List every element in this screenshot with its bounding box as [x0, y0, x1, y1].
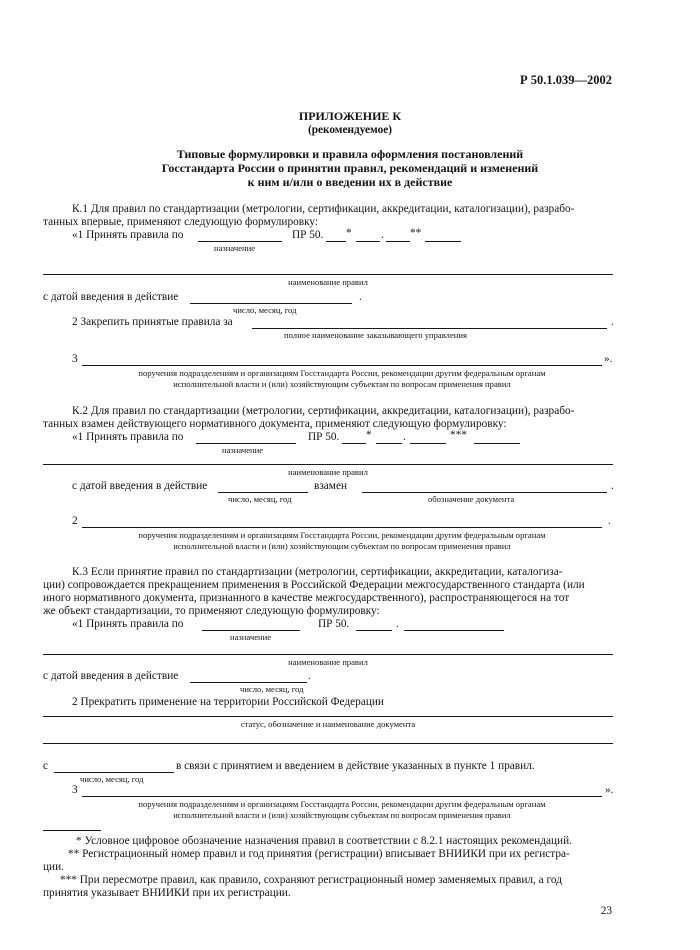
appendix-title: ПРИЛОЖЕНИЕ К	[298, 109, 402, 123]
k2-pr-label: ПР 50.	[308, 431, 340, 443]
k1-intro-line-2: танных впервые, применяют следующую формулировку:	[43, 216, 319, 228]
k1-item2-text: 2 Закрепить принятые правила за	[72, 316, 233, 328]
k1-footnote-mark-1: *	[346, 227, 352, 239]
k1-caption-date: число, месяц, год	[233, 305, 297, 315]
k3-purpose-blank	[202, 630, 300, 631]
k1-pr-label: ПР 50.	[292, 229, 324, 241]
footnote-2: ** Регистрационный номер правил и год принятия (регистрации) вписывает ВНИИКИ при их регистра-	[68, 848, 570, 860]
k2-number-blank	[376, 443, 402, 444]
k1-year-blank	[386, 241, 410, 242]
k3-from-tail: в связи с принятием и введением в действие указанных в пункте 1 правил.	[176, 760, 535, 772]
k3-caption-instructions-2: исполнительной власти и (или) хозяйствующим субъектам по вопросам применения правил	[173, 810, 511, 820]
k1-instructions-blank	[82, 365, 602, 366]
k2-item1-text: «1 Принять правила по	[72, 431, 184, 443]
k2-date-blank	[218, 492, 308, 493]
k1-end-quote: ».	[604, 353, 613, 365]
k2-intro-line-2: танных взамен действующего нормативного документа, применяют следующую формулировку:	[43, 418, 507, 430]
k2-footnote-mark-1: *	[366, 429, 372, 441]
k3-caption-instructions-1: поручения подразделениям и организациям Госстандарта России, рекомендации другим федеральным органам	[138, 799, 546, 809]
k3-status-line	[43, 716, 613, 717]
k2-purpose-blank	[196, 443, 296, 444]
k3-caption-purpose: назначение	[230, 632, 272, 642]
footnote-1: * Условное цифровое обозначение назначения правил в соответствии с 8.2.1 настоящих рекомендаций.	[76, 835, 572, 847]
k1-rules-name-line	[43, 274, 613, 275]
k1-item3-number: 3	[72, 353, 78, 365]
k2-doc-blank	[362, 492, 607, 493]
k3-date-text: с датой введения в действие	[43, 670, 179, 682]
k3-rules-name-line	[43, 654, 613, 655]
k3-date-blank	[190, 682, 307, 683]
k2-item2-number: 2	[72, 515, 78, 527]
k2-caption-rules-name: наименование правил	[288, 467, 368, 477]
k3-intro-line-1: К.3 Если принятие правил по стандартизации (метрологии, сертификации, аккредитации, каталогиза-	[72, 566, 563, 578]
k3-intro-line-3: иного нормативного документа, признанного в качестве межгосударственного), распространяющегося на тот	[43, 592, 570, 604]
k3-item1-text: «1 Принять правила по	[72, 618, 184, 630]
k1-intro-line-1: К.1 Для правил по стандартизации (метрологии, сертификации, аккредитации, каталогизации), разрабо-	[72, 203, 575, 215]
footnote-3-cont: принятия указывает ВНИИКИ при их регистрации.	[43, 887, 291, 899]
k1-footnote-mark-2: **	[410, 227, 422, 239]
k1-caption-purpose: назначение	[214, 243, 256, 253]
k2-caption-instructions-2: исполнительной власти и (или) хозяйствующим субъектам по вопросам применения правил	[173, 541, 511, 551]
k1-caption-rules-name: наименование правил	[288, 277, 368, 287]
appendix-heading-line-1: Типовые формулировки и правила оформления постановлений	[176, 147, 524, 161]
appendix-subtitle: (рекомендуемое)	[307, 124, 393, 136]
k2-caption-doc: обозначение документа	[428, 494, 515, 504]
k1-caption-instructions-1: поручения подразделениям и организациям Госстандарта России, рекомендации другим федеральным органам	[138, 368, 546, 378]
k1-caption-instructions-2: исполнительной власти и (или) хозяйствующим субъектам по вопросам применения правил	[173, 379, 511, 389]
k3-intro-line-2: ции) сопровождается прекращением применения в Российской Федерации межгосударственного стандарта (или	[43, 579, 585, 591]
k1-number-blank	[356, 241, 380, 242]
k2-date-text: с датой введения в действие	[72, 480, 208, 492]
k3-item2-text: 2 Прекратить применение на территории Российской Федерации	[72, 696, 384, 708]
k3-item3-number: 3	[72, 784, 78, 796]
k2-caption-instructions-1: поручения подразделениям и организациям Госстандарта России, рекомендации другим федеральным органам	[138, 530, 546, 540]
k1-code-blank	[326, 241, 346, 242]
k3-end-quote: ».	[605, 784, 614, 796]
k1-reg-blank	[425, 241, 461, 242]
k1-date-blank	[190, 303, 352, 304]
document-number: Р 50.1.039—2002	[519, 73, 612, 87]
k2-year-blank	[410, 443, 446, 444]
appendix-heading-line-2: Госстандарта России о принятии правил, рекомендаций и изменений	[161, 161, 539, 175]
k3-instructions-blank	[82, 796, 602, 797]
k3-code-blank	[356, 630, 392, 631]
k3-caption-status: статус, обозначение и наименование документа	[240, 719, 416, 729]
k3-caption-rules-name: наименование правил	[288, 657, 368, 667]
k2-intro-line-1: К.2 Для правил по стандартизации (метрологии, сертификации, аккредитации, каталогизации), разрабо-	[72, 405, 575, 417]
k3-caption-date-2: число, месяц, год	[80, 774, 144, 784]
k2-instead-text: взамен	[314, 480, 348, 492]
k2-rules-name-line	[43, 464, 613, 465]
page-number: 23	[600, 905, 612, 917]
k2-code-blank	[342, 443, 366, 444]
footnote-2-cont: ции.	[43, 861, 64, 873]
k1-purpose-blank	[198, 241, 282, 242]
k3-number-blank	[404, 630, 504, 631]
footnote-3: *** При пересмотре правил, как правило, сохраняют регистрационный номер заменяемых правил, а год	[60, 874, 562, 886]
k3-from-date-blank	[54, 772, 174, 773]
k3-pr-label: ПР 50.	[318, 618, 350, 630]
k1-item1-text: «1 Принять правила по	[72, 229, 184, 241]
footnote-separator	[43, 830, 101, 831]
k2-caption-date: число, месяц, год	[228, 494, 292, 504]
k3-intro-line-4: же объект стандартизации, то применяют следующую формулировку:	[43, 605, 380, 617]
k3-status-line-2	[43, 743, 613, 744]
appendix-heading-line-3: к ним и/или о введении их в действие	[247, 175, 453, 189]
k2-caption-purpose: назначение	[222, 445, 264, 455]
k1-caption-dept: полное наименование заказывающего управления	[284, 330, 467, 340]
k3-caption-date: число, месяц, год	[240, 684, 304, 694]
k3-from-text: с	[43, 760, 49, 772]
k2-instructions-blank	[82, 527, 602, 528]
k1-date-text: с датой введения в действие	[43, 291, 179, 303]
k2-footnote-mark-3: ***	[450, 429, 467, 441]
k1-dept-blank	[252, 328, 607, 329]
k2-reg-blank	[474, 443, 520, 444]
